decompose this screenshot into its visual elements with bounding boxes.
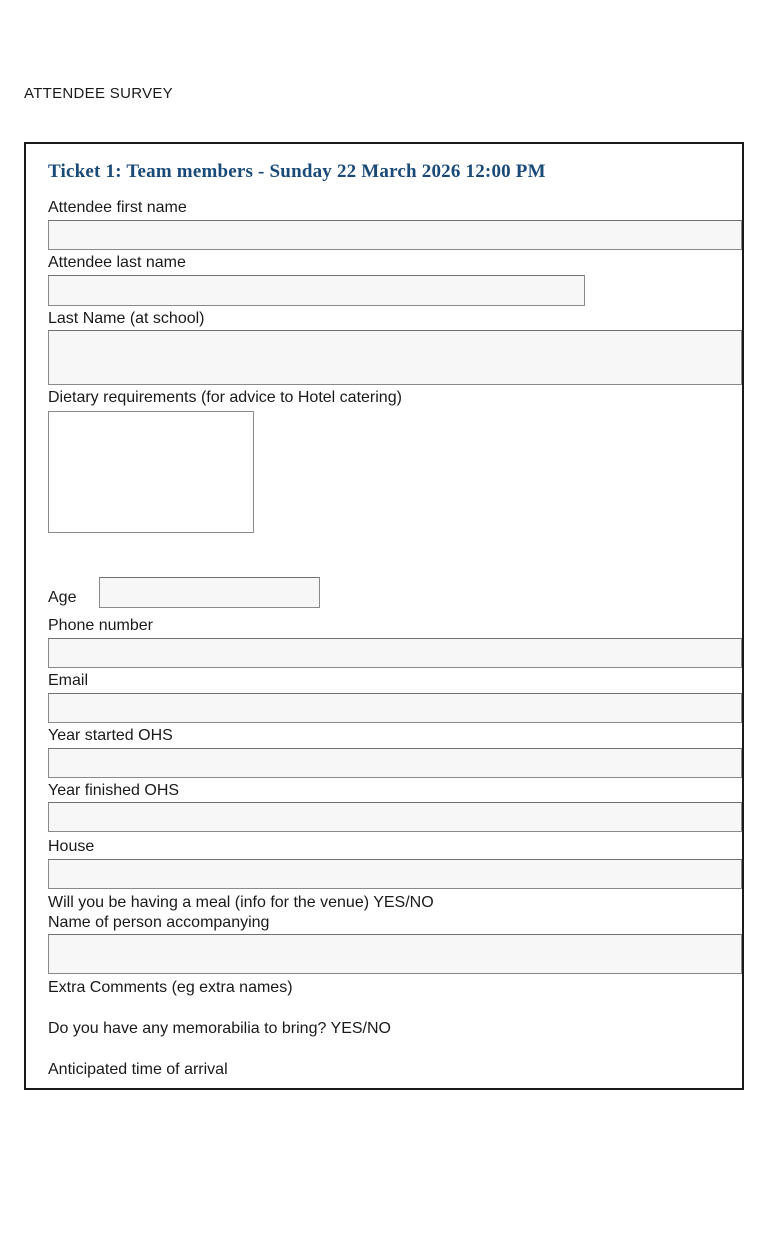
- phone-number-input[interactable]: [48, 638, 742, 668]
- attendee-last-name-input[interactable]: [48, 275, 585, 306]
- dietary-requirements-textarea[interactable]: [48, 411, 254, 533]
- ticket-heading: Ticket 1: Team members - Sunday 22 March 2026 12:00 PM: [48, 161, 546, 182]
- ticket-form-container: [24, 142, 744, 1090]
- attendee-last-name-label: Attendee last name: [48, 254, 186, 271]
- field-house: [48, 837, 742, 889]
- person-accompanying-input[interactable]: [48, 934, 742, 974]
- field-meal-question: [48, 893, 742, 913]
- last-name-at-school-label: Last Name (at school): [48, 310, 205, 327]
- field-last-name-at-school: [48, 309, 742, 385]
- attendee-first-name-label: Attendee first name: [48, 199, 187, 216]
- phone-number-label: Phone number: [48, 617, 153, 634]
- page-title: ATTENDEE SURVEY: [24, 85, 173, 102]
- meal-question-label: Will you be having a meal (info for the venue) YES/NO: [48, 894, 434, 911]
- field-memorabilia-question: [48, 1019, 742, 1039]
- field-extra-comments: [48, 978, 742, 998]
- memorabilia-question-label: Do you have any memorabilia to bring? YES/NO: [48, 1020, 391, 1037]
- email-label: Email: [48, 672, 89, 689]
- email-input[interactable]: [48, 693, 742, 723]
- field-attendee-last-name: [48, 253, 742, 306]
- age-label: Age: [48, 589, 77, 606]
- field-person-accompanying: [48, 913, 742, 974]
- year-started-ohs-input[interactable]: [48, 748, 742, 778]
- house-label: House: [48, 838, 95, 855]
- field-phone-number: [48, 616, 742, 668]
- field-attendee-first-name: [48, 198, 742, 250]
- dietary-requirements-label: Dietary requirements (for advice to Hotel catering): [48, 389, 402, 406]
- extra-comments-label: Extra Comments (eg extra names): [48, 979, 293, 996]
- age-input[interactable]: [99, 577, 320, 608]
- year-finished-ohs-label: Year finished OHS: [48, 782, 180, 799]
- year-finished-ohs-input[interactable]: [48, 802, 742, 832]
- field-dietary-requirements: [48, 388, 742, 533]
- field-age: [48, 577, 742, 608]
- field-email: [48, 671, 742, 723]
- arrival-time-label: Anticipated time of arrival: [48, 1061, 228, 1078]
- year-started-ohs-label: Year started OHS: [48, 727, 173, 744]
- person-accompanying-label: Name of person accompanying: [48, 914, 270, 931]
- field-arrival-time: [48, 1060, 742, 1080]
- field-year-finished-ohs: [48, 781, 742, 832]
- last-name-at-school-input[interactable]: [48, 330, 742, 385]
- house-input[interactable]: [48, 859, 742, 889]
- attendee-first-name-input[interactable]: [48, 220, 742, 250]
- field-year-started-ohs: [48, 726, 742, 778]
